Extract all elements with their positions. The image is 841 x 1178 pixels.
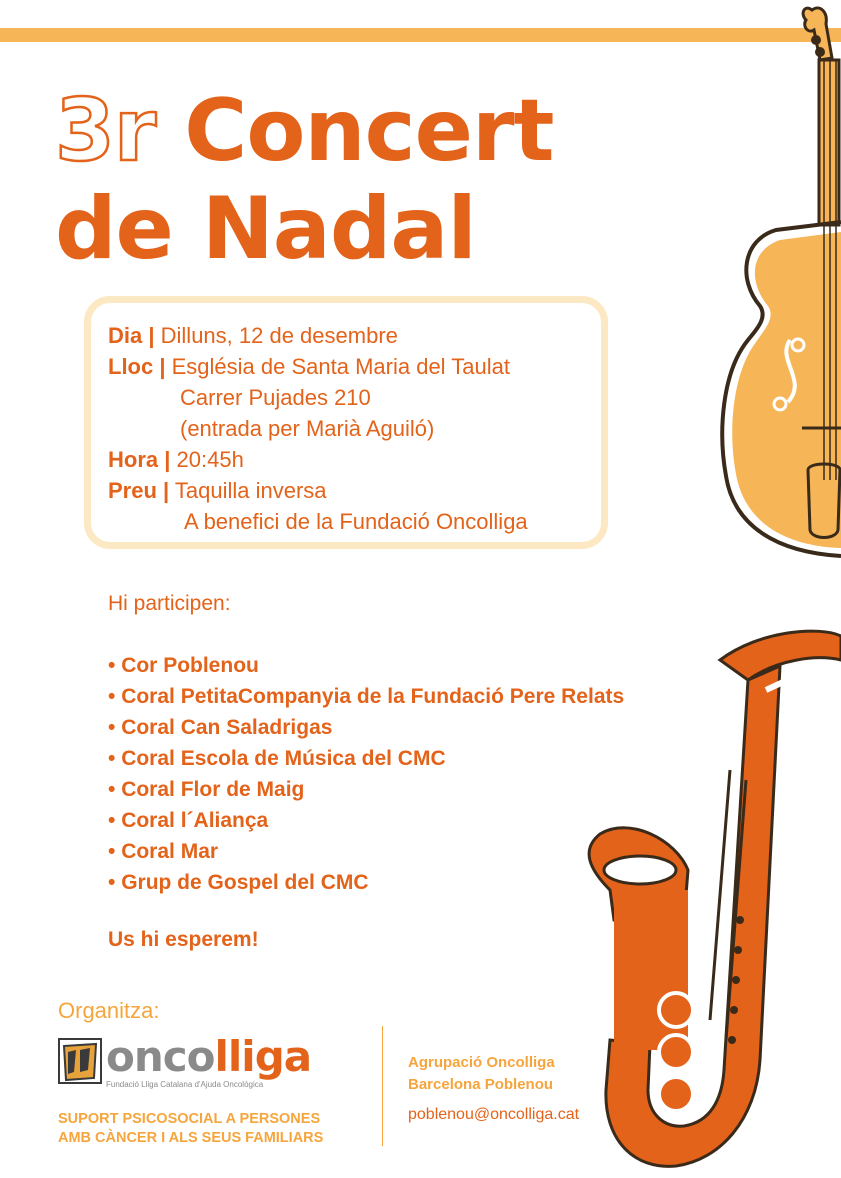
- preu-value: Taquilla inversa: [174, 478, 327, 503]
- logo-suffix: lliga: [214, 1032, 312, 1081]
- support-line-1: SUPORT PSICOSOCIAL A PERSONES: [58, 1111, 321, 1127]
- hora-label: Hora |: [108, 447, 171, 472]
- participants-label: Hi participen:: [108, 592, 231, 615]
- dia-value: Dilluns, 12 de desembre: [160, 323, 398, 348]
- oncolliga-logo-icon: [58, 1038, 102, 1084]
- info-row-hora: [108, 444, 528, 475]
- dia-label: Dia |: [108, 323, 155, 348]
- list-item: • Coral Flor de Maig: [108, 774, 624, 805]
- saxophone-illustration: [580, 620, 841, 1178]
- lloc-entrance: (entrada per Marià Aguiló): [180, 416, 435, 441]
- info-row-dia: [108, 320, 528, 351]
- group-name-line-2: Barcelona Poblenou: [408, 1076, 554, 1093]
- contact-email: poblenou@oncolliga.cat: [408, 1106, 580, 1123]
- lloc-label: Lloc |: [108, 354, 166, 379]
- support-text: [58, 1110, 323, 1148]
- group-name-line-1: Agrupació Oncolliga: [408, 1054, 555, 1071]
- preu-label: Preu |: [108, 478, 170, 503]
- preu-beneficiary: A benefici de la Fundació Oncolliga: [184, 509, 528, 534]
- list-item: • Coral PetitaCompanyia de la Fundació Pere Relats: [108, 681, 624, 712]
- lloc-address: Carrer Pujades 210: [180, 385, 371, 410]
- logo-tagline: Fundació Lliga Catalana d'Ajuda Oncològica: [106, 1080, 264, 1089]
- list-item: • Cor Poblenou: [108, 650, 624, 681]
- title-line2: de Nadal: [55, 179, 476, 279]
- oncolliga-logo-text: [106, 1034, 311, 1080]
- logo-prefix: onco: [106, 1032, 215, 1081]
- footer-divider: [382, 1026, 383, 1146]
- top-decorative-bar: [0, 28, 841, 42]
- participants-list: [108, 650, 624, 898]
- page-title: [55, 82, 553, 278]
- group-name: [408, 1052, 555, 1096]
- violin-illustration: [716, 0, 841, 580]
- event-info: [108, 320, 528, 537]
- title-number: 3r: [55, 81, 156, 181]
- closing-text: Us hi esperem!: [108, 928, 259, 951]
- lloc-value: Església de Santa Maria del Taulat: [171, 354, 510, 379]
- organizer-label: Organitza:: [58, 998, 160, 1023]
- list-item: • Grup de Gospel del CMC: [108, 867, 624, 898]
- support-line-2: AMB CÀNCER I ALS SEUS FAMILIARS: [58, 1130, 324, 1146]
- list-item: • Coral Mar: [108, 836, 624, 867]
- list-item: • Coral Can Saladrigas: [108, 712, 624, 743]
- list-item: • Coral Escola de Música del CMC: [108, 743, 624, 774]
- hora-value: 20:45h: [176, 447, 244, 472]
- info-row-lloc: [108, 351, 528, 382]
- title-line1: Concert: [184, 81, 554, 181]
- info-row-preu: [108, 475, 528, 506]
- list-item: • Coral l´Aliança: [108, 805, 624, 836]
